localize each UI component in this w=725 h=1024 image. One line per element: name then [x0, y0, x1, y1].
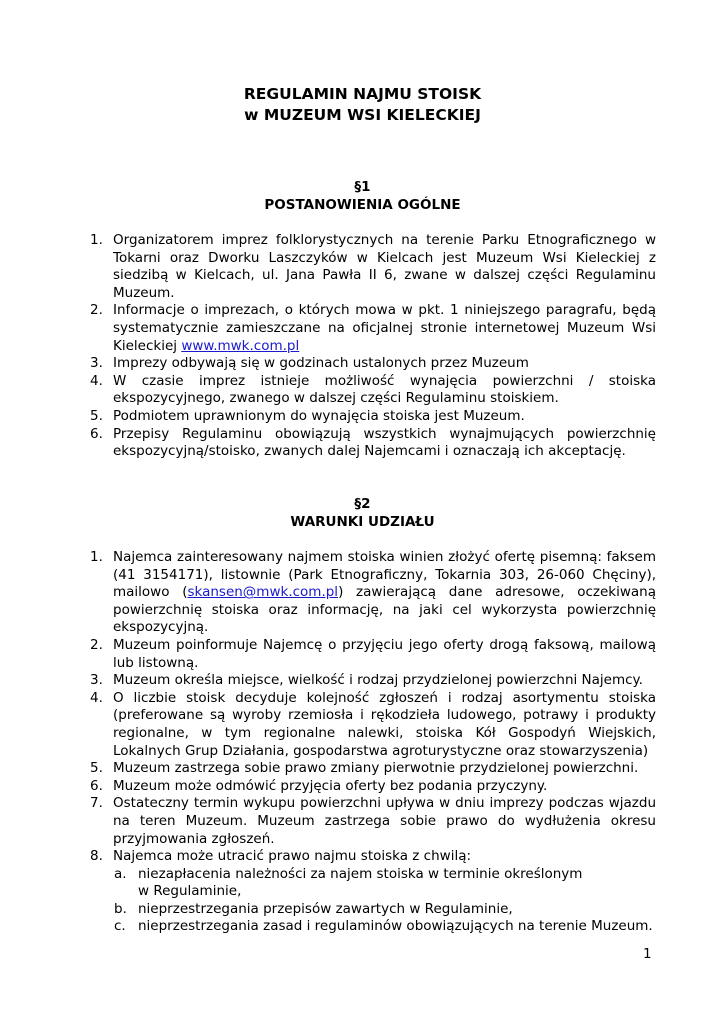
list-item [0, 549, 656, 637]
item-number: 3. [90, 355, 103, 372]
section-2-symbol: §2 [354, 496, 371, 512]
item-text: Najemca może utracić prawo najmu stoiska z chwilą: [113, 848, 472, 865]
item-text: Ostateczny termin wykupu powierzchni upływa w dniu imprezy podczas wjazdu na teren Muzeum. Muzeum zastrzega sobie prawo do wydłużenia okresu przyjmowania zgłoszeń. [113, 795, 656, 847]
title-line-2: w MUZEUM WSI KIELECKIEJ [244, 106, 481, 124]
section-2-header [0, 495, 725, 531]
list-item [0, 355, 656, 373]
item-text: Muzeum zastrzega sobie prawo zmiany pierwotnie przydzielonej powierzchni. [113, 760, 639, 777]
item-text: Przepisy Regulaminu obowiązują wszystkich wynajmujących powierzchnię ekspozycyjną/stoisko, zwanych dalej Najemcami i oznaczają ich akceptację. [113, 425, 656, 460]
item-number: 3. [90, 672, 103, 689]
email-link[interactable]: skansen@mwk.com.pl [187, 584, 339, 601]
section-2-heading: WARUNKI UDZIAŁU [290, 514, 435, 530]
list-item [0, 373, 656, 408]
item-text: Muzeum określa miejsce, wielkość i rodzaj przydzielonej powierzchni Najemcy. [113, 672, 643, 689]
list-item [0, 426, 656, 461]
item-text: Podmiotem uprawnionym do wynajęcia stoiska jest Muzeum. [113, 407, 525, 424]
sub-list [113, 866, 656, 936]
item-number: 8. [90, 848, 103, 865]
list-item [0, 232, 656, 302]
list-item [0, 778, 656, 796]
item-number: 5. [90, 407, 103, 424]
sub-item-letter: b. [114, 900, 127, 917]
sub-list-item [113, 866, 656, 901]
item-text: Muzeum może odmówić przyjęcia oferty bez podania przyczyny. [113, 777, 548, 794]
list-item [0, 795, 656, 848]
sub-item-letter: c. [114, 918, 126, 935]
item-number: 1. [90, 232, 103, 248]
list-item [0, 760, 656, 778]
sub-item-text: nieprzestrzegania zasad i regulaminów obowiązujących na terenie Muzeum. [138, 918, 653, 935]
item-number: 2. [90, 636, 103, 653]
sub-list-item [113, 918, 656, 936]
item-number: 7. [90, 795, 103, 812]
sub-item-text: niezapłacenia należności za najem stoiska w terminie określonym [138, 865, 583, 882]
sub-list-item [113, 901, 656, 919]
item-number: 2. [90, 302, 103, 319]
item-text: O liczbie stoisk decyduje kolejność zgłoszeń i rodzaj asortymentu stoiska (preferowane są wyroby rzemiosła i rękodzieła ludowego, potrawy i produkty regionalne, w tym regionalne nalewki, stoiska Kół Gospodyń Wiejskich, Lokalnych Grup Działania, gospodarstwa agroturystyczne oraz stowarzyszenia) [113, 689, 656, 759]
item-text: W czasie imprez istnieje możliwość wynajęcia powierzchni / stoiska ekspozycyjnego, zwanego w dalszej części Regulaminu stoiskiem. [113, 372, 656, 407]
item-number: 5. [90, 760, 103, 777]
item-number: 1. [90, 549, 103, 565]
item-text: Imprezy odbywają się w godzinach ustalonych przez Muzeum [113, 355, 529, 372]
sub-item-text: nieprzestrzegania przepisów zawartych w Regulaminie, [138, 900, 513, 917]
list-item [0, 408, 656, 426]
list-item [0, 302, 656, 355]
item-text: Informacje o imprezach, o których mowa w pkt. 1 niniejszego paragrafu, będą systematycznie zamieszczane na oficjalnej stronie internetowej Muzeum Wsi Kieleckiej [113, 302, 656, 354]
item-number: 4. [90, 372, 103, 389]
sub-item-text-continued: w Regulaminie, [138, 883, 242, 900]
item-number: 6. [90, 777, 103, 794]
item-number: 6. [90, 425, 103, 442]
section-1-header [0, 178, 725, 214]
item-text: ) zawierającą dane adresowe, oczekiwaną powierzchnię stoiska oraz informację, na jaki cel wykorzysta powierzchnię ekspozycyjną. [113, 584, 656, 636]
list-item [0, 848, 656, 936]
item-text: Muzeum poinformuje Najemcę o przyjęciu jego oferty drogą faksową, mailową lub listowną. [113, 636, 656, 671]
item-text: Najemca zainteresowany najmem stoiska winien złożyć ofertę pisemną: faksem (41 3154171), listownie (Park Etnograficzny, Tokarnia 303, 26-060 Chęciny), mailowo ( [113, 549, 656, 601]
sub-item-letter: a. [114, 865, 127, 882]
document-title [0, 84, 725, 126]
title-line-1: REGULAMIN NAJMU STOISK [243, 85, 482, 103]
list-item [0, 672, 656, 690]
website-link[interactable]: www.mwk.com.pl [181, 337, 300, 354]
page-number: 1 [643, 946, 652, 962]
item-text: Organizatorem imprez folklorystycznych na terenie Parku Etnograficznego w Tokarni oraz Dworku Laszczyków w Kielcach jest Muzeum Wsi Kieleckiej z siedzibą w Kielcach, ul. Jana Pawła II 6, zwane w dalszej części Regulaminu Muzeum. [113, 232, 656, 301]
section-1-list [0, 232, 725, 461]
section-1-heading: POSTANOWIENIA OGÓLNE [264, 197, 461, 213]
item-number: 4. [90, 689, 103, 706]
section-2-list [0, 549, 725, 936]
section-1-symbol: §1 [354, 179, 371, 195]
list-item [0, 690, 656, 760]
list-item [0, 637, 656, 672]
